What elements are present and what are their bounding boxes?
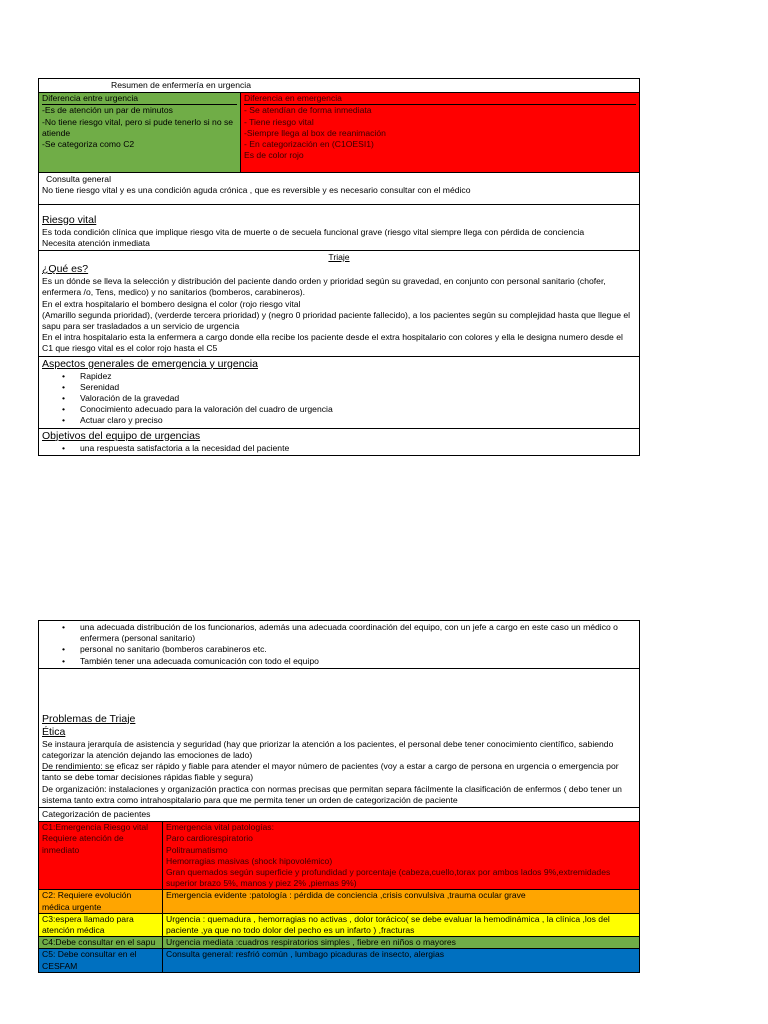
que-es-heading: ¿Qué es? xyxy=(42,263,89,276)
aspectos-section xyxy=(39,356,639,428)
urgencia-header: Diferencia entre urgencia xyxy=(42,93,237,105)
list-item: • una adecuada distribución de los funcionarios, además una adecuada coordinación del equipo, con un jefe a cargo en este caso un médico o enfermera (personal sanitario) xyxy=(62,622,636,644)
document-title: Resumen de enfermería en urgencia xyxy=(111,80,251,90)
triaje-paragraph: En el intra hospitalario esta la enfermera a cargo donde ella recibe los paciente desde el extra hospitalario con colores y ella le designa numero desde el C1 que riesgo vital es el color rojo hasta el C5 xyxy=(42,332,623,354)
category-label: C5: Debe consultar en el CESFAM xyxy=(39,949,163,971)
page-2-table xyxy=(38,620,640,973)
category-label: C1:Emergencia Riesgo vital Requiere atención de inmediato xyxy=(39,822,163,889)
category-row-c4 xyxy=(39,936,639,948)
triaje-section xyxy=(39,250,639,356)
objetivos-continued xyxy=(39,621,639,668)
etica-title: Ética xyxy=(42,725,66,738)
objetivos-list xyxy=(42,443,636,454)
urgencia-column xyxy=(39,93,241,172)
rendimiento-label: De rendimiento: se xyxy=(42,761,115,772)
list-item: • Conocimiento adecuado para la valoración del cuadro de urgencia xyxy=(62,404,636,415)
emergencia-item: - En categorización en (C1OESI1) xyxy=(244,139,374,150)
difference-comparison xyxy=(39,92,639,172)
category-row-c3 xyxy=(39,913,639,936)
urgencia-item: -Se categoriza como C2 xyxy=(42,139,135,150)
category-desc: Consulta general: resfrió común , lumbago picaduras de insecto, alergias xyxy=(166,949,445,960)
riesgo-vital-section xyxy=(39,204,639,250)
consulta-title: Consulta general xyxy=(46,174,111,185)
list-item: • También tener una adecuada comunicación con todo el equipo xyxy=(62,656,636,667)
category-label: C2: Requiere evolución médica urgente xyxy=(39,890,163,912)
riesgo-title: Riesgo vital xyxy=(42,213,97,226)
category-label: C3:espera llamado para atención médica xyxy=(39,914,163,936)
triaje-paragraph: Es un dónde se lleva la selección y distribución del paciente dando orden y prioridad según su gravedad, en conjunto con personal sanitario (chofer, enfermera /o, Tens, medico) y no sanitarios (bomberos, carabineros). xyxy=(42,276,606,298)
emergencia-item: - Se atendían de forma inmediata xyxy=(244,105,372,116)
list-item: • Rapidez xyxy=(62,371,636,382)
triaje-paragraph: En el extra hospitalario el bombero designa el color (rojo riesgo vital xyxy=(42,298,301,309)
list-item: • una respuesta satisfactoria a la necesidad del paciente xyxy=(62,443,636,454)
rendimiento-paragraph xyxy=(42,761,636,783)
objetivos-title: Objetivos del equipo de urgencias xyxy=(42,429,201,442)
consulta-text: No tiene riesgo vital y es una condición aguda crónica , que es reversible y es necesario consultar con el médico xyxy=(42,185,471,196)
aspectos-title: Aspectos generales de emergencia y urgencia xyxy=(42,357,258,370)
emergencia-header: Diferencia en emergencia xyxy=(244,93,636,105)
list-item: • personal no sanitario (bomberos carabineros etc. xyxy=(62,644,636,655)
organizacion-text: De organización: instalaciones y organización practica con normas precisas que permitan separa fácilmente la clasificación de enfermos ( debo tener un sistema tanto extra como intrahospitalario para que me permita tener un orden de categorización de paciente xyxy=(42,783,622,805)
category-row-c2 xyxy=(39,889,639,912)
categorizacion-title: Categorización de pacientes xyxy=(39,807,639,821)
list-item: • Valoración de la gravedad xyxy=(62,393,636,404)
aspectos-list xyxy=(42,371,636,427)
category-desc: Emergencia vital patologías: Paro cardiorespiratorio Politraumatismo Hemorragias masivas (shock hipovolémico) Gran quemados según superficie y profundidad y porcentaje (cabeza,cuello,torax por ambos lados 9%,extremidades superior brazo 5%, manos y piez 2% ,piernas 9%) xyxy=(166,822,611,889)
urgencia-item: -No tiene riesgo vital, pero si pude tenerlo si no se atiende xyxy=(42,116,234,138)
emergencia-column xyxy=(241,93,639,172)
riesgo-note: Necesita atención inmediata xyxy=(42,237,150,248)
consulta-general-section xyxy=(39,172,639,203)
category-desc: Urgencia mediata :cuadros respiratorios simples , fiebre en niños o mayores xyxy=(166,937,456,948)
list-item: • Serenidad xyxy=(62,382,636,393)
page-1-table xyxy=(38,78,640,456)
objetivos-cont-list xyxy=(42,622,636,667)
category-desc: Urgencia : quemadura , hemorragias no activas , dolor torácico( se debe evaluar la hemodinámica , la clínica ,los del paciente ,ya que no todo dolor del pecho es un infarto ) ,fracturas xyxy=(166,913,610,936)
objetivos-section xyxy=(39,428,639,455)
problemas-section xyxy=(39,668,639,807)
problemas-title: Problemas de Triaje xyxy=(42,712,136,725)
riesgo-text: Es toda condición clínica que implique riesgo vita de muerte o de secuela funcional grave (riesgo vital siempre llega con pérdida de conciencia xyxy=(42,226,585,237)
category-desc: Emergencia evidente :patología : pérdida de conciencia ,crisis convulsiva ,trauma ocular grave xyxy=(166,890,526,901)
emergencia-item: - Tiene riesgo vital xyxy=(244,116,314,127)
list-item: • Actuar claro y preciso xyxy=(62,415,636,426)
category-row-c1 xyxy=(39,821,639,889)
triaje-paragraph: (Amarillo segunda prioridad), (verderde tercera prioridad) y (negro 0 prioridad paciente fallecido), a los pacientes según su complejidad hasta que llegue el sapu para ser trasladados a un servicio de urgencia xyxy=(42,309,631,332)
etica-text: Se instaura jerarquía de asistencia y seguridad (hay que priorizar la atención a los pacientes, el personal debe tener conocimiento científico, sabiendo categorizar la atención dejando las emociones de lado) xyxy=(42,738,614,761)
category-label: C4:Debe consultar en el sapu xyxy=(39,937,163,948)
emergencia-item: Es de color rojo xyxy=(244,150,304,161)
rendimiento-text: eficaz ser rápido y fiable para atender el mayor número de pacientes (voy a estar a cargo de persona en urgencia o emergencia por tanto se debe tomar decisiones rápidas fiable y segura) xyxy=(42,761,619,783)
emergencia-item: -Siempre llega al box de reanimación xyxy=(244,127,386,138)
triaje-title: Triaje xyxy=(328,252,350,263)
category-row-c5 xyxy=(39,948,639,971)
urgencia-item: -Es de atención un par de minutos xyxy=(42,105,173,116)
